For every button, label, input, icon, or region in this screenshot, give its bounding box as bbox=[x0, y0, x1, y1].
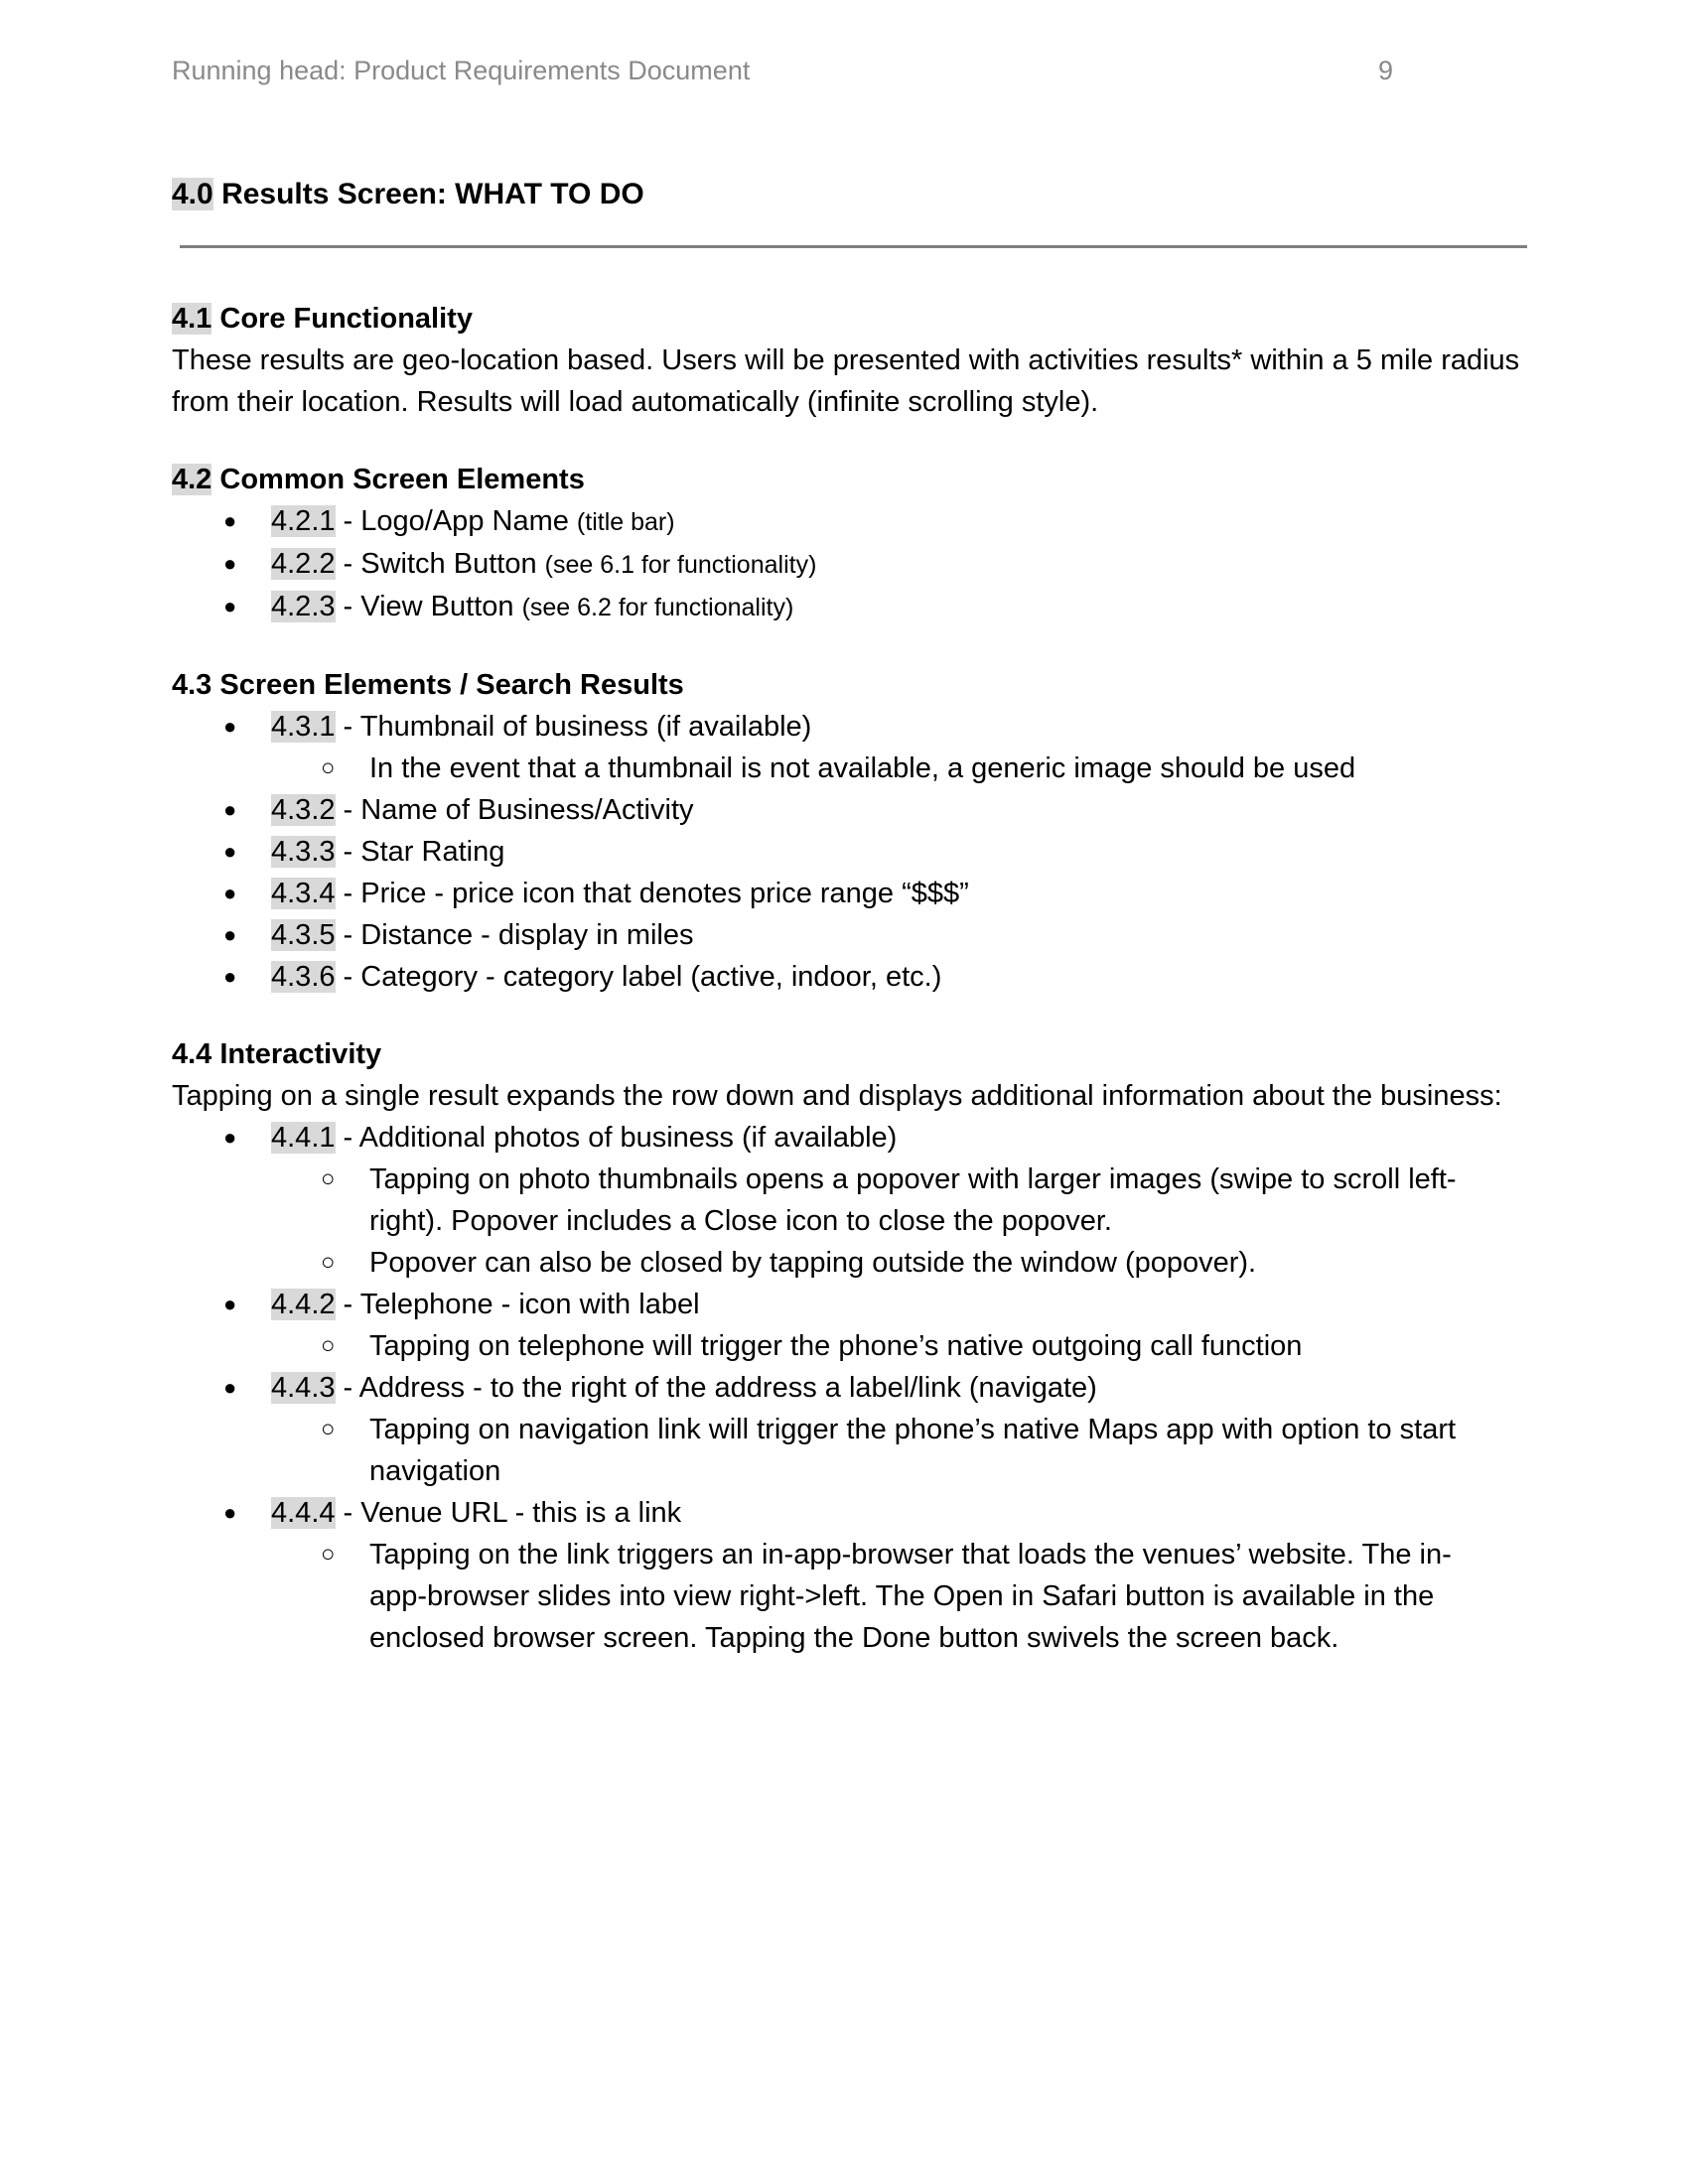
circle-bullet-icon: ○ bbox=[321, 1332, 336, 1359]
circle-bullet-icon: ○ bbox=[321, 754, 336, 781]
circle-bullet-icon: ○ bbox=[321, 1416, 336, 1442]
bullet-icon: ● bbox=[223, 922, 237, 947]
sub-list-item: ○ Tapping on navigation link will trigger the phone’s native Maps app with option to start navigation bbox=[172, 1409, 1463, 1492]
list-item: ● 4.2.1 - Logo/App Name (title bar) bbox=[172, 500, 1562, 543]
sub-list-item: ○ Tapping on telephone will trigger the phone’s native outgoing call function bbox=[172, 1325, 1463, 1367]
list-item: ● 4.3.2 - Name of Business/Activity bbox=[172, 789, 1562, 831]
sub-list-item: ○ Tapping on the link triggers an in-app-browser that loads the venues’ website. The in-app-browser slides into view right->left. The Open in Safari button is available in the enclosed browser screen. Tapping the Done button swivels the screen back. bbox=[172, 1534, 1463, 1659]
bullet-icon: ● bbox=[223, 1292, 237, 1316]
list-item: ● 4.3.4 - Price - price icon that denotes price range “$$$” bbox=[172, 873, 1562, 914]
section-4-2-heading bbox=[172, 459, 1562, 500]
list-item: ● 4.3.3 - Star Rating bbox=[172, 831, 1562, 873]
page-number: 9 bbox=[1378, 56, 1394, 85]
sub-list-item: ○ Tapping on photo thumbnails opens a popover with larger images (swipe to scroll left-right). Popover includes a Close icon to close the popover. bbox=[172, 1159, 1463, 1242]
section-4-1-heading bbox=[172, 298, 1562, 340]
section-number: 4.1 bbox=[172, 303, 212, 335]
common-elements-list bbox=[172, 500, 1562, 628]
section-4-3-heading: 4.3 Screen Elements / Search Results bbox=[172, 669, 684, 701]
bullet-icon: ● bbox=[223, 594, 237, 618]
section-4-0-heading bbox=[172, 174, 1562, 215]
bullet-icon: ● bbox=[223, 1375, 237, 1400]
list-item: ● 4.3.6 - Category - category label (active, indoor, etc.) bbox=[172, 956, 1562, 998]
sub-list-item: ○ In the event that a thumbnail is not available, a generic image should be used bbox=[172, 748, 1562, 789]
section-title: Core Functionality bbox=[219, 303, 473, 335]
bullet-icon: ● bbox=[223, 881, 237, 905]
circle-bullet-icon: ○ bbox=[321, 1541, 336, 1568]
section-4-4-heading: 4.4 Interactivity bbox=[172, 1038, 382, 1070]
list-item: ● 4.3.5 - Distance - display in miles bbox=[172, 914, 1562, 956]
bullet-icon: ● bbox=[223, 797, 237, 822]
list-item: ● 4.4.2 - Telephone - icon with label ○ Tapping on telephone will trigger the phone’s native outgoing call function bbox=[172, 1284, 1562, 1367]
page-header bbox=[172, 56, 1400, 95]
circle-bullet-icon: ○ bbox=[321, 1165, 336, 1192]
section-4-4-body: Tapping on a single result expands the row down and displays additional information about the business: bbox=[172, 1080, 1502, 1112]
section-4-1-body: These results are geo-location based. Users will be presented with activities results* within a 5 mile radius from their location. Results will load automatically (infinite scrolling style). bbox=[172, 344, 1520, 418]
bullet-icon: ● bbox=[223, 714, 237, 739]
search-results-elements-list bbox=[172, 706, 1562, 998]
interactivity-list bbox=[172, 1117, 1562, 1659]
horizontal-rule bbox=[180, 245, 1527, 248]
running-head: Running head: Product Requirements Document bbox=[172, 56, 751, 85]
section-title: Common Screen Elements bbox=[219, 464, 585, 495]
section-title: Results Screen: WHAT TO DO bbox=[221, 178, 644, 210]
bullet-icon: ● bbox=[223, 1500, 237, 1525]
section-number: 4.2 bbox=[172, 464, 212, 495]
circle-bullet-icon: ○ bbox=[321, 1249, 336, 1276]
bullet-icon: ● bbox=[223, 964, 237, 989]
document-body bbox=[172, 174, 1562, 1659]
bullet-icon: ● bbox=[223, 1125, 237, 1150]
section-number: 4.0 bbox=[172, 178, 213, 210]
list-item: ● 4.3.1 - Thumbnail of business (if available) ○ In the event that a thumbnail is not available, a generic image should be used bbox=[172, 706, 1562, 789]
list-item: ● 4.4.1 - Additional photos of business (if available) ○ Tapping on photo thumbnails opens a popover with larger images (swipe to scroll left-right). Popover includes a Close icon to close the popover. ○ Popover can also be closed by tapping outside the window (popover). bbox=[172, 1117, 1562, 1284]
sub-list-item: ○ Popover can also be closed by tapping outside the window (popover). bbox=[172, 1242, 1463, 1284]
list-item: ● 4.2.2 - Switch Button (see 6.1 for functionality) bbox=[172, 543, 1562, 586]
list-item: ● 4.2.3 - View Button (see 6.2 for functionality) bbox=[172, 586, 1562, 628]
bullet-icon: ● bbox=[223, 551, 237, 576]
list-item: ● 4.4.4 - Venue URL - this is a link ○ Tapping on the link triggers an in-app-browser that loads the venues’ website. The in-app-browser slides into view right->left. The Open in Safari button is available in the enclosed browser screen. Tapping the Done button swivels the screen back. bbox=[172, 1492, 1562, 1659]
list-item: ● 4.4.3 - Address - to the right of the address a label/link (navigate) ○ Tapping on navigation link will trigger the phone’s native Maps app with option to start navigation bbox=[172, 1367, 1562, 1492]
bullet-icon: ● bbox=[223, 839, 237, 864]
bullet-icon: ● bbox=[223, 508, 237, 533]
